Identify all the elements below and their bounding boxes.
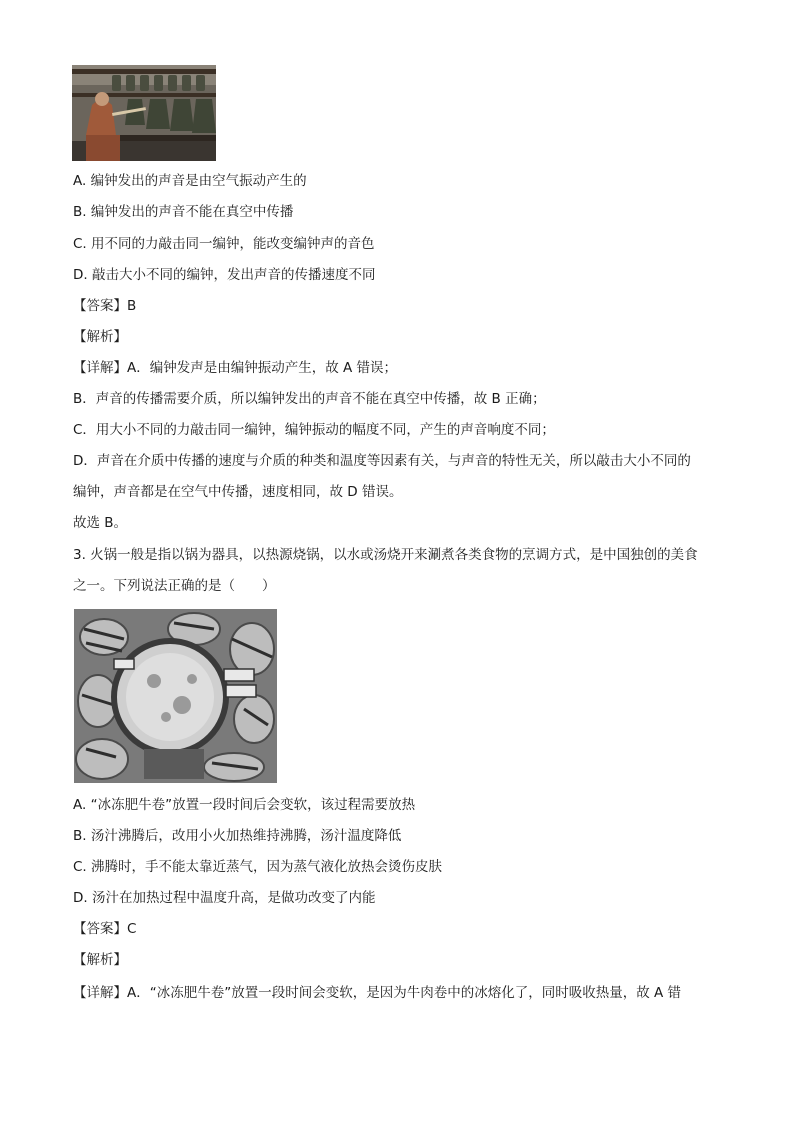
q2-option-d: D. 敲击大小不同的编钟，发出声音的传播速度不同 — [73, 267, 376, 283]
q2-detail-line: C．用大小不同的力敲击同一编钟，编钟振动的幅度不同，产生的声音响度不同； — [73, 422, 555, 438]
q2-analysis-heading: 【解析】 — [73, 329, 127, 345]
q2-detail-line: 【详解】A．编钟发声是由编钟振动产生，故 A 错误； — [73, 360, 398, 376]
q2-option-b: B. 编钟发出的声音不能在真空中传播 — [73, 204, 294, 220]
q2-detail-line: 编钟，声音都是在空气中传播，速度相同，故 D 错误。 — [73, 484, 403, 500]
q3-answer: 【答案】C — [73, 921, 137, 937]
q2-detail-line: B．声音的传播需要介质，所以编钟发出的声音不能在真空中传播，故 B 正确； — [73, 391, 546, 407]
q3-stem-continued: 之一。下列说法正确的是（ ） — [73, 578, 276, 594]
q3-stem: 3. 火锅一般是指以锅为器具，以热源烧锅，以水或汤烧开来涮煮各类食物的烹调方式，是中国独创的美食 — [73, 547, 698, 563]
q3-analysis-heading: 【解析】 — [73, 952, 127, 968]
bianzhong-photo — [72, 65, 216, 161]
q2-conclusion: 故选 B。 — [73, 515, 128, 531]
q2-answer: 【答案】B — [73, 298, 137, 314]
q2-detail-line: D．声音在介质中传播的速度与介质的种类和温度等因素有关，与声音的特性无关，所以敲击大小不同的 — [73, 453, 691, 469]
q3-option-a: A. “冰冻肥牛卷”放置一段时间后会变软，该过程需要放热 — [73, 797, 416, 813]
q3-detail-line: 【详解】A．“冰冻肥牛卷”放置一段时间会变软，是因为牛肉卷中的冰熔化了，同时吸收热量，故 A 错 — [73, 985, 682, 1001]
q3-option-c: C. 沸腾时，手不能太靠近蒸气，因为蒸气液化放热会烫伤皮肤 — [73, 859, 443, 875]
q2-option-c: C. 用不同的力敲击同一编钟，能改变编钟声的音色 — [73, 236, 375, 252]
hotpot-photo — [74, 609, 277, 783]
q2-option-a: A. 编钟发出的声音是由空气振动产生的 — [73, 173, 307, 189]
q3-option-b: B. 汤汁沸腾后，改用小火加热维持沸腾，汤汁温度降低 — [73, 828, 402, 844]
hotpot-image — [74, 609, 277, 783]
q3-option-d: D. 汤汁在加热过程中温度升高，是做功改变了内能 — [73, 890, 376, 906]
bianzhong-image — [72, 65, 216, 161]
